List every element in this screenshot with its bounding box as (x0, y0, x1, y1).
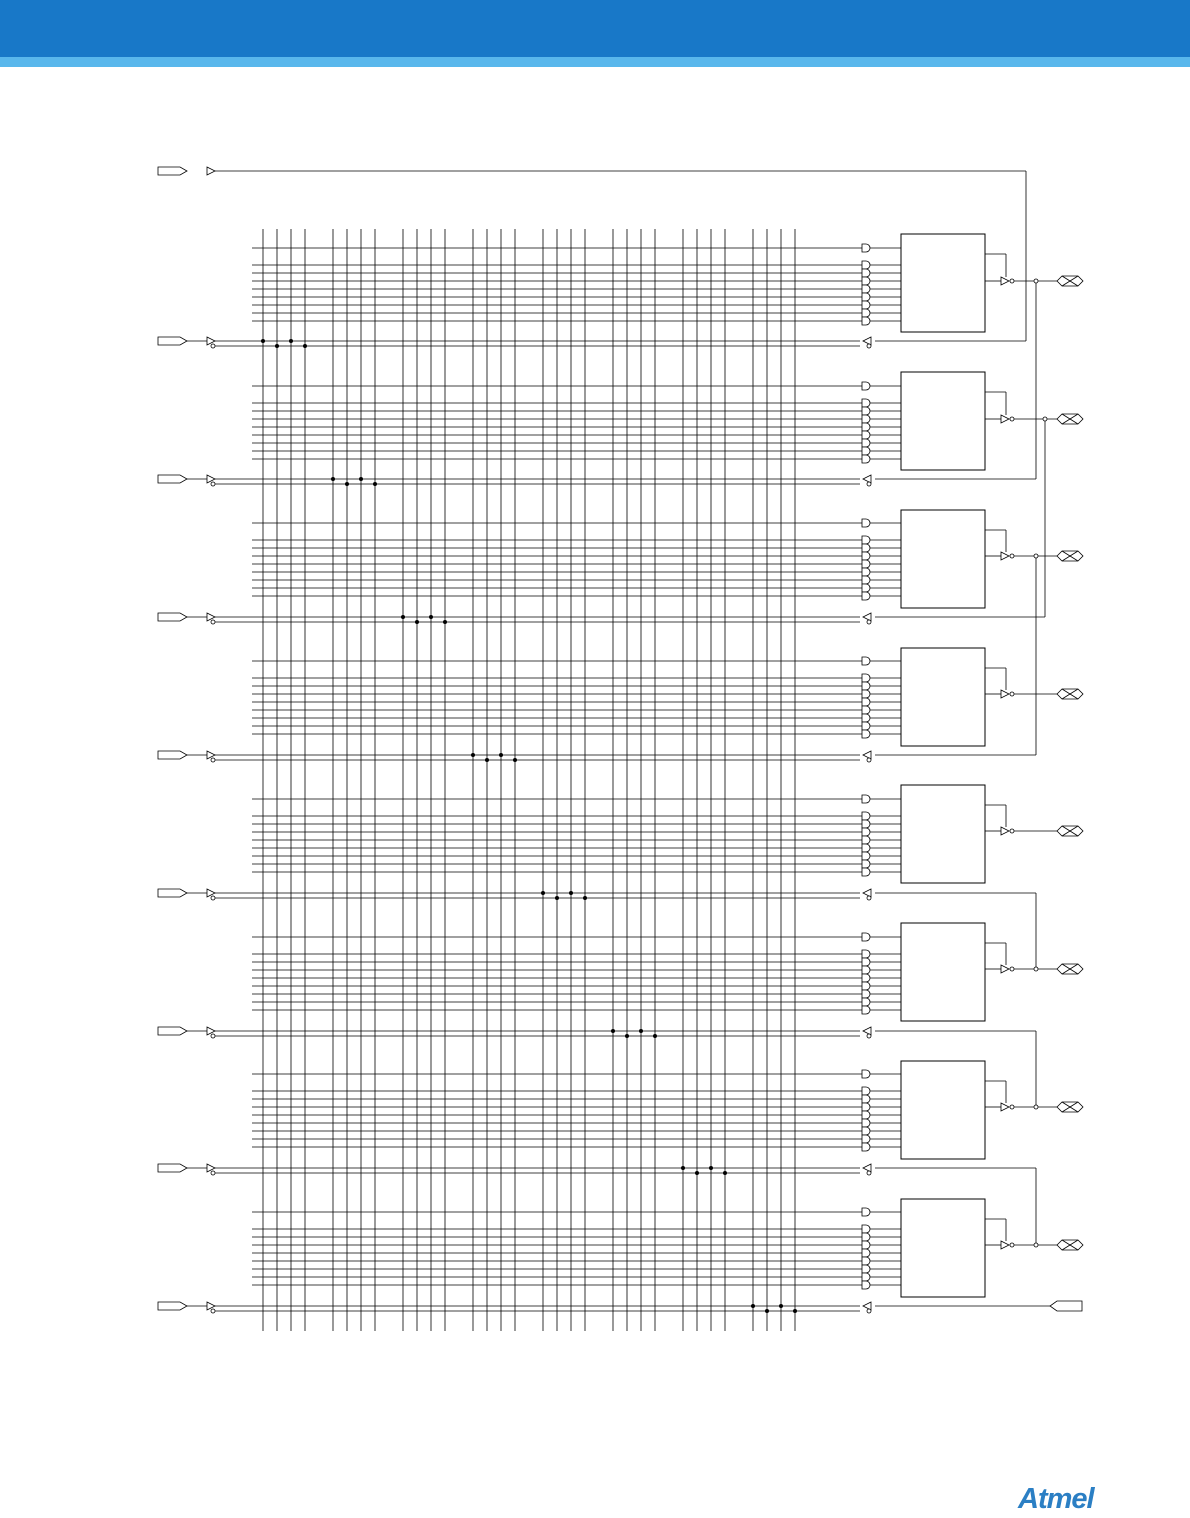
bubble-icon (211, 344, 215, 348)
bubble-icon (211, 620, 215, 624)
and-gate-icon (862, 836, 870, 844)
and-gate-icon (862, 592, 870, 600)
bubble-icon (1043, 417, 1047, 421)
junction-dot-icon (331, 477, 335, 481)
bubble-icon (1010, 279, 1014, 283)
and-gate-icon (862, 536, 870, 544)
and-gate-icon (862, 698, 870, 706)
macrocell-block-icon (901, 648, 985, 746)
bubble-icon (1010, 1105, 1014, 1109)
and-gate-icon (862, 455, 870, 463)
input-buffer-icon (1001, 690, 1009, 698)
input-buffer-icon (1001, 277, 1009, 285)
bubble-icon (211, 1034, 215, 1038)
and-gate-icon (862, 244, 870, 252)
macrocell-block-icon (901, 923, 985, 1021)
and-gate-icon (862, 657, 870, 665)
and-gate-icon (862, 974, 870, 982)
and-gate-icon (862, 544, 870, 552)
and-gate-icon (862, 1233, 870, 1241)
and-gate-icon (862, 1249, 870, 1257)
macrocell-block-icon (901, 785, 985, 883)
bubble-icon (867, 758, 871, 762)
bubble-icon (1034, 554, 1038, 558)
and-gate-icon (862, 261, 870, 269)
and-gate-icon (862, 982, 870, 990)
input-pin-icon (158, 1027, 187, 1035)
junction-dot-icon (261, 339, 265, 343)
and-gate-icon (862, 860, 870, 868)
bubble-icon (1034, 279, 1038, 283)
and-gate-icon (862, 285, 870, 293)
bubble-icon (211, 896, 215, 900)
and-gate-icon (862, 1273, 870, 1281)
and-gate-icon (862, 1281, 870, 1289)
macrocell-block-icon (901, 1199, 985, 1297)
input-buffer-icon (1001, 552, 1009, 560)
junction-dot-icon (429, 615, 433, 619)
and-gate-icon (862, 399, 870, 407)
macrocell-block-icon (901, 372, 985, 470)
and-gate-icon (862, 1095, 870, 1103)
and-gate-icon (862, 722, 870, 730)
junction-dot-icon (471, 753, 475, 757)
atmel-logo (1010, 1478, 1130, 1518)
junction-dot-icon (485, 758, 489, 762)
and-gate-icon (862, 1103, 870, 1111)
and-gate-icon (862, 1087, 870, 1095)
and-gate-icon (862, 730, 870, 738)
junction-dot-icon (653, 1034, 657, 1038)
junction-dot-icon (401, 615, 405, 619)
and-gate-icon (862, 820, 870, 828)
and-gate-icon (862, 950, 870, 958)
junction-dot-icon (289, 339, 293, 343)
input-pin-icon (158, 889, 187, 897)
bubble-icon (1034, 1105, 1038, 1109)
input-pin-icon (1050, 1301, 1082, 1311)
and-gate-icon (862, 584, 870, 592)
bubble-icon (211, 482, 215, 486)
bubble-icon (1010, 692, 1014, 696)
junction-dot-icon (513, 758, 517, 762)
and-gate-icon (862, 277, 870, 285)
and-gate-icon (862, 1257, 870, 1265)
junction-dot-icon (555, 896, 559, 900)
input-buffer-icon (1001, 965, 1009, 973)
and-gate-icon (862, 301, 870, 309)
junction-dot-icon (569, 891, 573, 895)
macrocell-block-icon (901, 510, 985, 608)
and-gate-icon (862, 1135, 870, 1143)
bubble-icon (211, 1171, 215, 1175)
and-gate-icon (862, 552, 870, 560)
and-gate-icon (862, 682, 870, 690)
bubble-icon (1010, 554, 1014, 558)
junction-dot-icon (709, 1166, 713, 1170)
junction-dot-icon (625, 1034, 629, 1038)
junction-dot-icon (793, 1309, 797, 1313)
and-gate-icon (862, 998, 870, 1006)
junction-dot-icon (765, 1309, 769, 1313)
and-gate-icon (862, 966, 870, 974)
and-gate-icon (862, 990, 870, 998)
and-gate-icon (862, 714, 870, 722)
input-pin-icon (158, 1302, 187, 1310)
and-gate-icon (862, 568, 870, 576)
junction-dot-icon (541, 891, 545, 895)
and-gate-icon (862, 423, 870, 431)
input-pin-icon (158, 475, 187, 483)
bubble-icon (211, 1309, 215, 1313)
bubble-icon (867, 1309, 871, 1313)
bubble-icon (1010, 829, 1014, 833)
junction-dot-icon (779, 1304, 783, 1308)
and-gate-icon (862, 1143, 870, 1151)
and-gate-icon (862, 706, 870, 714)
junction-dot-icon (415, 620, 419, 624)
input-pin-icon (158, 1164, 187, 1172)
and-gate-icon (862, 674, 870, 682)
and-gate-icon (862, 933, 870, 941)
junction-dot-icon (639, 1029, 643, 1033)
and-gate-icon (862, 269, 870, 277)
and-gate-icon (862, 431, 870, 439)
and-gate-icon (862, 690, 870, 698)
junction-dot-icon (695, 1171, 699, 1175)
input-buffer-icon (1001, 1103, 1009, 1111)
and-gate-icon (862, 868, 870, 876)
and-gate-icon (862, 447, 870, 455)
and-gate-icon (862, 1265, 870, 1273)
and-gate-icon (862, 1006, 870, 1014)
and-gate-icon (862, 795, 870, 803)
and-gate-icon (862, 317, 870, 325)
bubble-icon (867, 1034, 871, 1038)
junction-dot-icon (359, 477, 363, 481)
junction-dot-icon (611, 1029, 615, 1033)
and-gate-icon (862, 576, 870, 584)
bubble-icon (1010, 417, 1014, 421)
input-buffer-icon (1001, 827, 1009, 835)
and-gate-icon (862, 1119, 870, 1127)
junction-dot-icon (303, 344, 307, 348)
junction-dot-icon (723, 1171, 727, 1175)
bubble-icon (867, 620, 871, 624)
and-gate-icon (862, 812, 870, 820)
bubble-icon (1034, 967, 1038, 971)
atmel-logo-text: Atmel (1018, 1483, 1094, 1515)
junction-dot-icon (443, 620, 447, 624)
input-pin-icon (158, 337, 187, 345)
junction-dot-icon (275, 344, 279, 348)
and-gate-icon (862, 519, 870, 527)
bubble-icon (867, 896, 871, 900)
bubble-icon (1034, 1243, 1038, 1247)
and-gate-icon (862, 1111, 870, 1119)
and-gate-icon (862, 844, 870, 852)
and-gate-icon (862, 1127, 870, 1135)
input-buffer-icon (1001, 1241, 1009, 1249)
bubble-icon (1010, 967, 1014, 971)
bubble-icon (867, 344, 871, 348)
junction-dot-icon (345, 482, 349, 486)
and-gate-icon (862, 309, 870, 317)
and-gate-icon (862, 415, 870, 423)
and-gate-icon (862, 1208, 870, 1216)
input-pin-icon (158, 167, 187, 175)
input-pin-icon (158, 751, 187, 759)
bubble-icon (1010, 1243, 1014, 1247)
and-gate-icon (862, 439, 870, 447)
macrocell-block-icon (901, 234, 985, 332)
and-gate-icon (862, 560, 870, 568)
and-gate-icon (862, 1225, 870, 1233)
bubble-icon (211, 758, 215, 762)
input-buffer-icon (207, 167, 215, 175)
input-buffer-icon (1001, 415, 1009, 423)
bubble-icon (867, 1171, 871, 1175)
and-gate-icon (862, 407, 870, 415)
and-gate-icon (862, 382, 870, 390)
junction-dot-icon (751, 1304, 755, 1308)
junction-dot-icon (499, 753, 503, 757)
and-gate-icon (862, 852, 870, 860)
and-gate-icon (862, 828, 870, 836)
bubble-icon (867, 482, 871, 486)
and-gate-icon (862, 1070, 870, 1078)
and-gate-icon (862, 958, 870, 966)
macrocell-block-icon (901, 1061, 985, 1159)
and-gate-icon (862, 1241, 870, 1249)
junction-dot-icon (583, 896, 587, 900)
junction-dot-icon (681, 1166, 685, 1170)
junction-dot-icon (373, 482, 377, 486)
and-gate-icon (862, 293, 870, 301)
input-pin-icon (158, 613, 187, 621)
